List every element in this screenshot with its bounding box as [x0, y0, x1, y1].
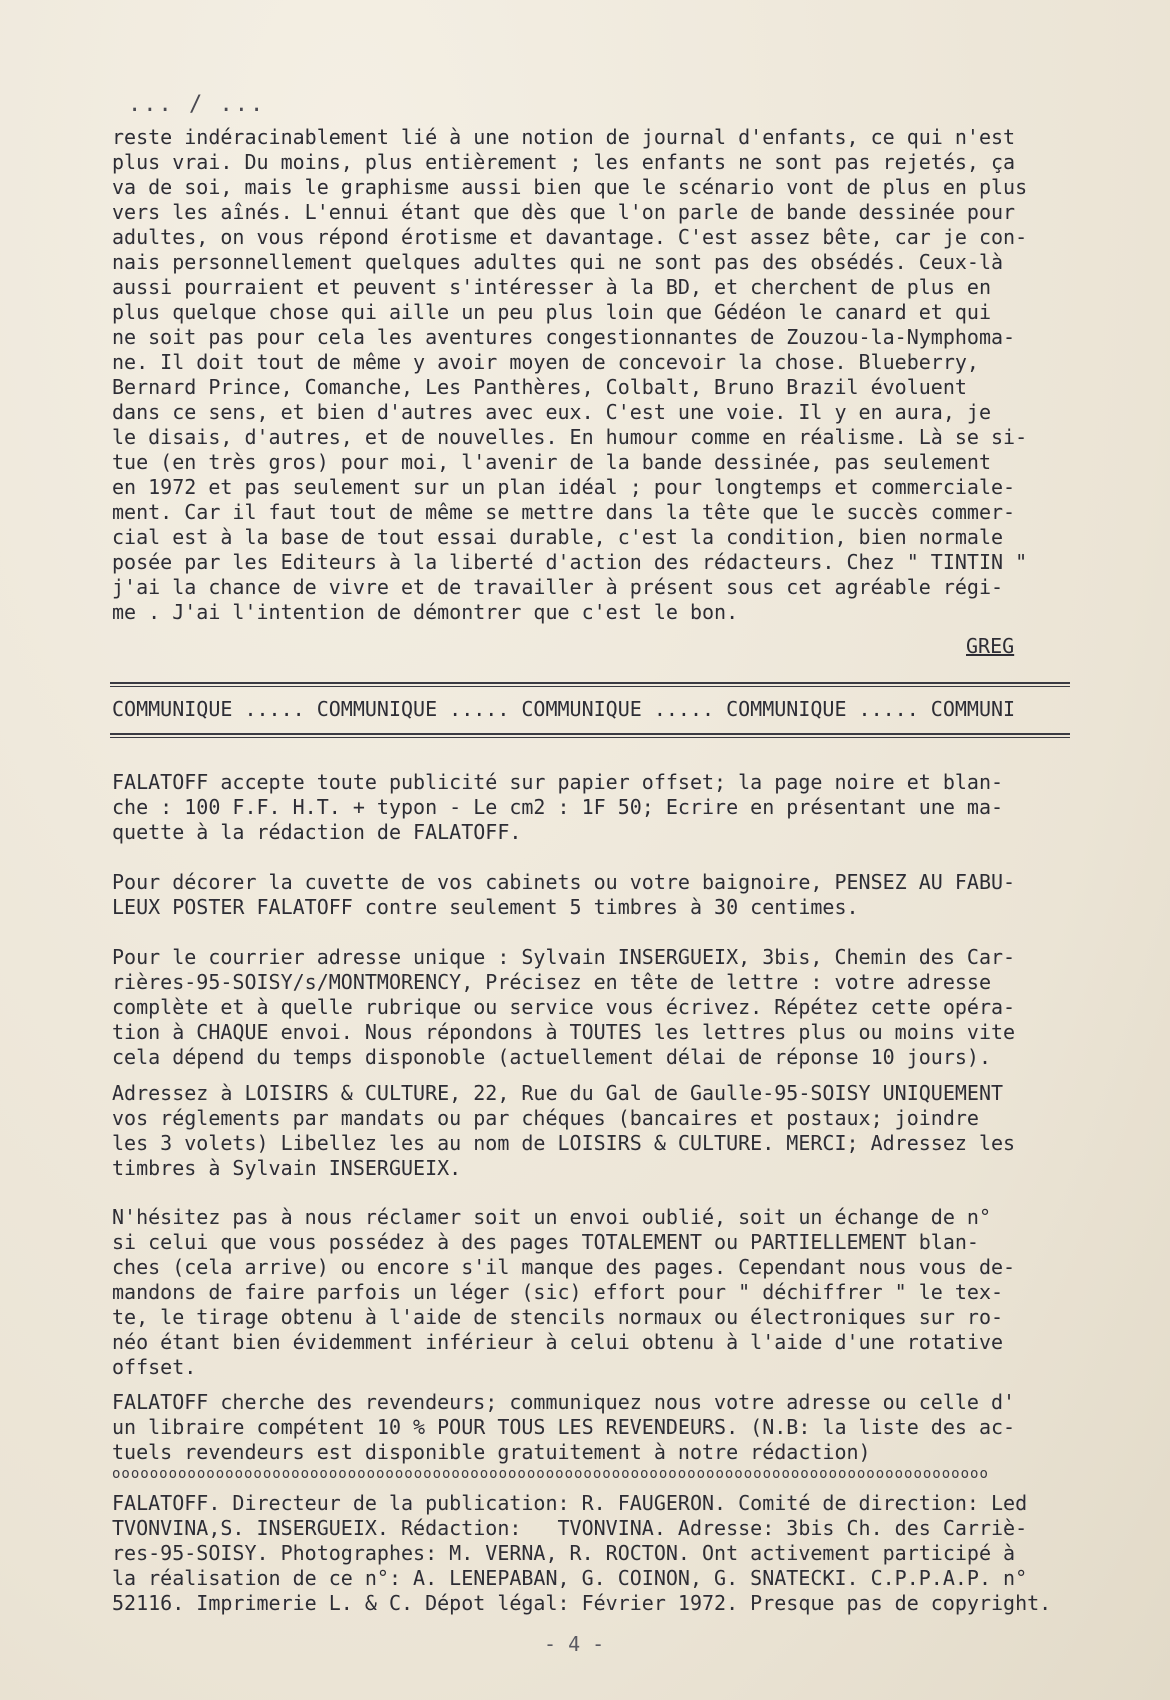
communique-resellers: FALATOFF cherche des revendeurs; communiquez nous votre adresse ou celle d' un libraire compétent 10 % POUR TOUS LES REVENDEURS. (N.B: la liste des ac- tuels revendeurs est disponible gratuitement à notre rédaction) [112, 1390, 1016, 1464]
article-body: reste indéracinablement lié à une notion de journal d'enfants, ce qui n'est plus vrai. Du moins, plus entièrement ; les enfants ne sont pas rejetés, ça va de soi, mais le graphisme aussi bien que le scénario vont de plus en plus vers les aînés. L'ennui étant que dès que l'on parle de bande dessinée pour adultes, on vous répond érotisme et davantage. C'est assez bête, car je con- nais personnellement quelques adultes qui ne sont pas des obsédés. Ceux-là aussi pourraient et peuvent s'intéresser à la BD, et cherchent de plus en plus quelque chose qui aille un peu plus loin que Gédéon le canard et qui ne soit pas pour cela les aventures congestionnantes de Zouzou-la-Nymphoma- ne. Il doit tout de même y avoir moyen de concevoir la chose. Blueberry, Bernard Prince, Comanche, Les Panthères, Colbalt, Bruno Brazil évoluent dans ce sens, et bien d'autres avec eux. C'est une voie. Il y en aura, je le disais, d'autres, et de nouvelles. En humour comme en réalisme. Là se si- tue (en très gros) pour moi, l'avenir de la bande dessinée, pas seulement en 1972 et pas seulement sur un plan idéal ; pour longtemps et commerciale- ment. Car il faut tout de même se mettre dans la tête que le succès commer- cial est à la base de tout essai durable, c'est la condition, bien normale posée par les Editeurs à la liberté d'action des rédacteurs. Chez " TINTIN " j'ai la chance de vivre et de travailler à présent sous cet agréable régi- me . J'ai l'intention de démontrer que c'est le bon. [112, 125, 1028, 624]
dotted-separator: ooooooooooooooooooooooooooooooooooooooooooooooooooooooooooooooooooooooooooooooooooooooooooooo [112, 1466, 989, 1482]
communique-advertising: FALATOFF accepte toute publicité sur papier offset; la page noire et blan- che : 100 F.F. H.T. + typon - Le cm2 : 1F 50; Ecrire en présentant une ma- quette à la rédaction de FALATOFF. [112, 770, 1004, 844]
author-signature: GREG [966, 634, 1015, 658]
top-divider [110, 682, 1070, 684]
communique-banner: COMMUNIQUE ..... COMMUNIQUE ..... COMMUNIQUE ..... COMMUNIQUE ..... COMMUNI [112, 697, 1016, 721]
bottom-divider [110, 733, 1070, 735]
continuation-mark: ... / ... [128, 92, 266, 117]
top-divider-thin [110, 686, 1070, 687]
communique-mail-address: Pour le courrier adresse unique : Sylvain INSERGUEIX, 3bis, Chemin des Car- rières-95-SOISY/s/MONTMORENCY, Précisez en tête de lettre : votre adresse complète et à quelle rubrique ou service vous écrivez. Répétez cette opéra- tion à CHAQUE envoi. Nous répondons à TOUTES les lettres plus ou moins vite cela dépend du temps disponoble (actuellement délai de réponse 10 jours). [112, 945, 1016, 1069]
communique-missing-issues: N'hésitez pas à nous réclamer soit un envoi oublié, soit un échange de n° si celui que vous possédez à des pages TOTALEMENT ou PARTIELLEMENT blan- ches (cela arrive) ou encore s'il manque des pages. Cependant nous vous de- mandons de faire parfois un léger (sic) effort pour " déchiffrer " le tex- te, le tirage obtenu à l'aide de stencils normaux ou électroniques sur ro- néo étant bien évidemment inférieur à celui obtenu à l'aide d'une rotative offset. [112, 1205, 1016, 1379]
communique-payments: Adressez à LOISIRS & CULTURE, 22, Rue du Gal de Gaulle-95-SOISY UNIQUEMENT vos réglements par mandats ou par chéques (bancaires et postaux; joindre les 3 volets) Libellez les au nom de LOISIRS & CULTURE. MERCI; Adressez les timbres à Sylvain INSERGUEIX. [112, 1081, 1016, 1180]
masthead-credits: FALATOFF. Directeur de la publication: R. FAUGERON. Comité de direction: Led TVONVINA,S. INSERGUEIX. Rédaction: TVONVINA. Adresse: 3bis Ch. des Carriè- res-95-SOISY. Photographes: M. VERNA, R. ROCTON. Ont activement participé à la réalisation de ce n°: A. LENEPABAN, G. COINON, G. SNATECKI. C.P.P.A.P. n° 52116. Imprimerie L. & C. Dépot légal: Février 1972. Presque pas de copyright. [112, 1491, 1052, 1615]
communique-poster: Pour décorer la cuvette de vos cabinets ou votre baignoire, PENSEZ AU FABU- LEUX POSTER FALATOFF contre seulement 5 timbres à 30 centimes. [112, 870, 1016, 919]
bottom-divider-thin [110, 737, 1070, 738]
page-number: - 4 - [544, 1632, 605, 1656]
